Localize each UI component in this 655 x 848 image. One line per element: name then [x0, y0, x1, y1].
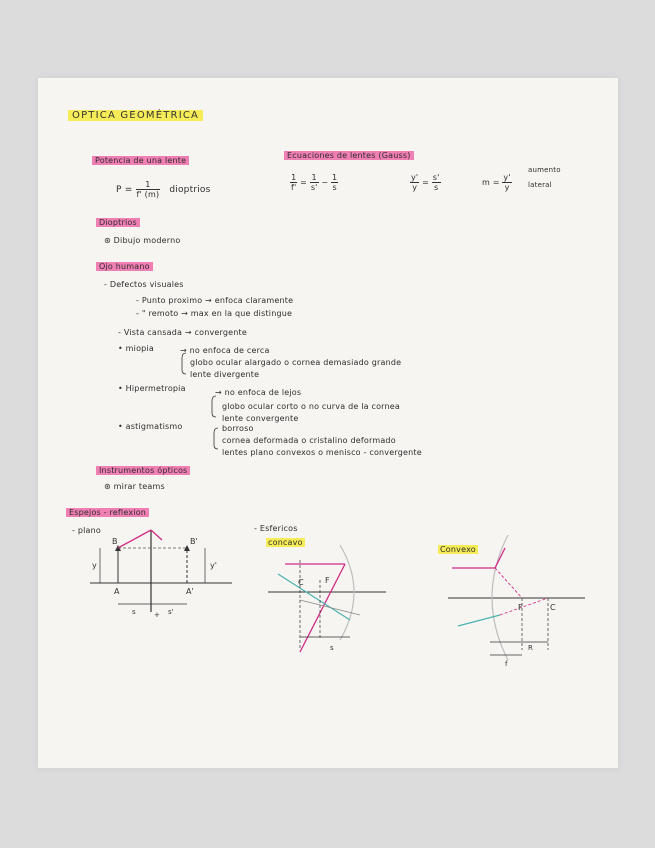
ojo-miopia-2: globo ocular alargado o cornea demasiado grande [190, 358, 402, 367]
instrumentos-bullet-icon: ⊛ [104, 482, 114, 491]
magnification-ratio: $\frac{y'}{y}$ = $\frac{s'}{s}$ [411, 173, 440, 192]
miopia-bracket [182, 353, 186, 374]
concave-label-s: s [330, 644, 334, 652]
dioptrios-heading: Dioptrios [96, 218, 140, 227]
plane-incident-ray [118, 530, 151, 548]
list-brackets [182, 353, 218, 449]
ojo-astig: • astigmatismo [118, 422, 183, 431]
ojo-remoto: - " remoto → max en la que distingue [136, 309, 293, 318]
ecuaciones-heading: Ecuaciones de lentes (Gauss) [284, 151, 414, 160]
label-y: y [92, 561, 97, 570]
instrumentos-heading: Instrumentos ópticos [96, 466, 190, 475]
label-A1: A' [186, 587, 194, 596]
espejos-concavo: concavo [268, 538, 303, 547]
ojo-punto-proximo: - Punto proximo → enfoca claramente [136, 296, 294, 305]
label-plus: + [154, 611, 160, 619]
ojo-astig-2: cornea deformada o cristalino deformado [222, 436, 396, 445]
eq1-right-den: s [332, 183, 337, 192]
ojo-hiper-2: globo ocular corto o no curva de la cornea [222, 402, 401, 411]
potencia-unit: dioptrios [169, 185, 211, 195]
ojo-miopia: • miopia [118, 344, 154, 353]
ojo-hiper-1: → no enfoca de lejos [215, 388, 302, 397]
m-note1: aumento [528, 166, 561, 174]
ojo-miopia-3: lente divergente [190, 370, 260, 379]
convex-label-R: R [528, 644, 533, 652]
concave-teal-ray [278, 574, 350, 620]
eq2-left-num: y' [411, 173, 419, 182]
ojo-hiper: • Hipermetropia [118, 384, 186, 393]
potencia-p-label: P = [116, 185, 133, 195]
instrumentos-item-text: mirar teams [113, 482, 165, 491]
concave-mirror-diagram [268, 545, 386, 652]
astig-bracket [214, 428, 218, 449]
label-B: B [112, 537, 118, 546]
ojo-astig-3: lentes plano convexos o menisco - convergente [222, 448, 422, 457]
label-B1: B' [190, 537, 198, 546]
label-s: s [132, 608, 136, 616]
eq1-left-den: f' [291, 183, 297, 192]
potencia-den: f' (m) [136, 190, 160, 199]
eq2-right-num: s' [432, 173, 440, 182]
m-den: y [504, 183, 510, 192]
eq1-mid-den: s' [310, 183, 318, 192]
m-note2: lateral [528, 181, 552, 189]
concave-reflected-ray [300, 564, 345, 652]
concave-label-F: F [325, 576, 330, 585]
convex-mirror-diagram [448, 535, 585, 668]
ojo-miopia-1: → no enfoca de cerca [180, 346, 270, 355]
eq1-left-num: 1 [291, 173, 297, 182]
label-A: A [114, 587, 120, 596]
espejos-esfericos: - Esfericos [254, 524, 298, 533]
potencia-num: 1 [136, 180, 161, 190]
dioptrios-item-text: Dibujo moderno [113, 236, 181, 245]
espejos-heading: Espejos - reflexion [66, 508, 149, 517]
convex-virtual-ray [495, 568, 522, 598]
eq2-right-den: s [433, 183, 439, 192]
plane-reflected-ray [151, 530, 162, 540]
concave-label-C: C [298, 578, 304, 587]
ojo-heading: Ojo humano [96, 262, 153, 271]
eq1-right-num: 1 [331, 173, 338, 182]
eq1-mid-num: 1 [311, 173, 317, 182]
concave-gray-ray [300, 600, 360, 615]
ojo-vista: - Vista cansada → convergente [118, 328, 248, 337]
convex-reflected-ray [495, 548, 505, 568]
convex-label-C: C [550, 603, 556, 612]
dioptrios-bullet-icon: ⊛ [104, 236, 114, 245]
gauss-equation: $\frac{1}{f'}$ = $\frac{1}{s'}$ − $\frac{1}{s}$ [291, 173, 338, 192]
m-num: y' [503, 173, 511, 182]
ojo-hiper-3: lente convergente [222, 414, 299, 423]
convex-label-F: F [518, 603, 523, 612]
ojo-defectos: - Defectos visuales [104, 280, 184, 289]
convex-teal-extension [500, 598, 548, 615]
plane-mirror-diagram [90, 530, 232, 619]
espejos-convexo: Convexo [440, 545, 476, 554]
ojo-astig-1: borroso [222, 424, 254, 433]
potencia-heading: Potencia de una lente [92, 156, 189, 165]
hiper-bracket [212, 396, 216, 417]
page-title: OPTICA GEOMÉTRICA [68, 110, 203, 121]
label-y1: y' [210, 561, 217, 570]
m-label: m = [482, 178, 500, 187]
convex-label-f: f [505, 660, 508, 668]
espejos-plano: - plano [72, 526, 101, 535]
eq2-left-den: y [412, 183, 418, 192]
label-s1: s' [168, 608, 174, 616]
